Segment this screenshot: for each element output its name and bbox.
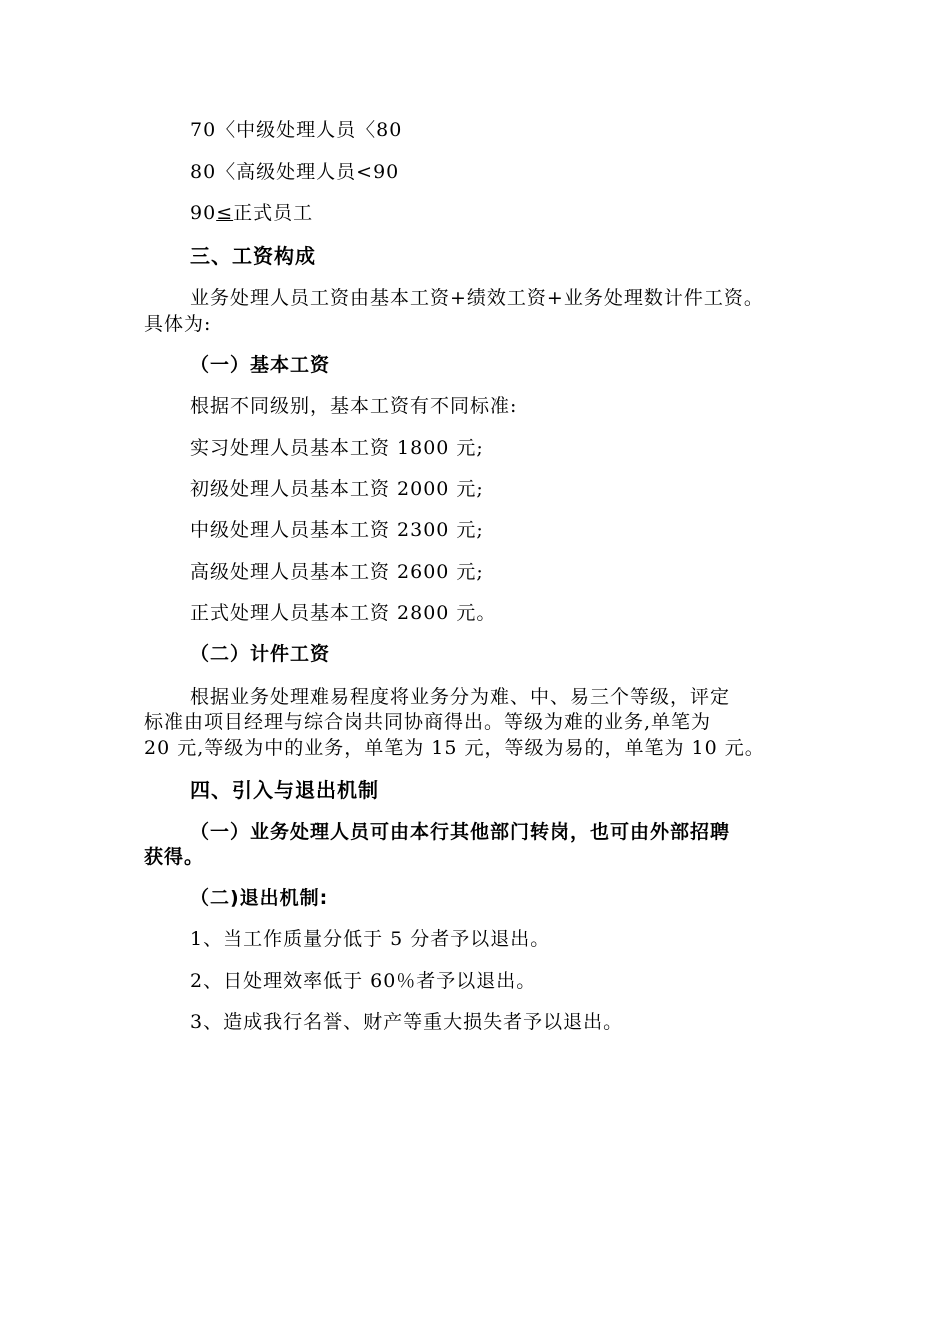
- section-3-heading: 三、工资构成: [190, 244, 316, 268]
- basic-wage-item: 中级处理人员基本工资 2300 元;: [190, 519, 484, 541]
- basic-wage-heading: （一）基本工资: [190, 354, 331, 376]
- piece-wage-line-2: 标准由项目经理与综合岗共同协商得出。等级为难的业务,单笔为: [144, 711, 712, 733]
- section-4-heading: 四、引入与退出机制: [190, 778, 379, 802]
- level-formal-text: 正式员工: [233, 202, 314, 224]
- level-formal-symbol: ≤: [216, 202, 234, 224]
- exit-mechanism-heading: （二)退出机制:: [190, 887, 329, 909]
- basic-wage-item: 高级处理人员基本工资 2600 元;: [190, 561, 484, 583]
- piece-wage-line-3: 20 元,等级为中的业务，单笔为 15 元，等级为易的，单笔为 10 元。: [144, 737, 765, 759]
- exit-rule-item: 2、日处理效率低于 60％者予以退出。: [190, 970, 537, 992]
- piece-wage-heading: （二）计件工资: [190, 643, 331, 665]
- level-formal-prefix: 90: [190, 202, 217, 224]
- level-mid-line: 70〈中级处理人员〈80: [190, 119, 403, 141]
- basic-wage-item: 实习处理人员基本工资 1800 元;: [190, 437, 484, 459]
- basic-wage-item: 初级处理人员基本工资 2000 元;: [190, 478, 484, 500]
- section-4-intro-line-1: （一）业务处理人员可由本行其他部门转岗，也可由外部招聘: [190, 821, 731, 843]
- piece-wage-line-1: 根据业务处理难易程度将业务分为难、中、易三个等级，评定: [190, 686, 731, 708]
- section-3-intro-line-1: 业务处理人员工资由基本工资+绩效工资+业务处理数计件工资。: [190, 287, 764, 309]
- exit-rule-item: 3、造成我行名誉、财产等重大损失者予以退出。: [190, 1011, 624, 1033]
- level-senior-line: 80〈高级处理人员<90: [190, 161, 400, 183]
- basic-wage-item: 正式处理人员基本工资 2800 元。: [190, 602, 497, 624]
- section-3-intro-line-2: 具体为:: [144, 313, 212, 335]
- section-4-intro-line-2: 获得。: [144, 846, 205, 868]
- exit-rule-item: 1、当工作质量分低于 5 分者予以退出。: [190, 928, 551, 950]
- level-formal-line: [190, 201, 313, 225]
- basic-wage-note: 根据不同级别，基本工资有不同标准:: [190, 395, 518, 417]
